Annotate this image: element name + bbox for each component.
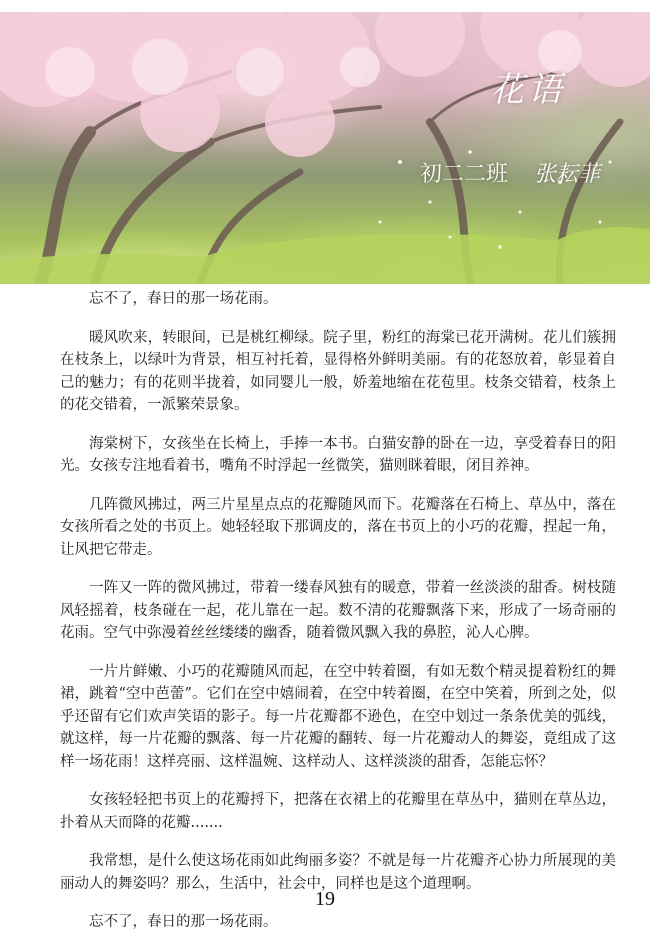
- page-number: 19: [315, 888, 335, 910]
- paragraph: 女孩轻轻把书页上的花瓣捋下，把落在衣裙上的花瓣里在草丛中，猫则在草丛边，扑着从天而降的花瓣.......: [60, 792, 616, 831]
- blossom-tree-illustration: [0, 12, 650, 284]
- paragraph: 一阵又一阵的微风拂过，带着一缕春风独有的暖意，带着一丝淡淡的甜香。树枝随风轻摇着，枝条碰在一起，花儿靠在一起。数不清的花瓣飘落下来，形成了一场奇丽的花雨。空气中弥漫着丝丝缕缕的幽香，随着微风飘入我的鼻腔，沁人心脾。: [60, 580, 616, 641]
- paragraph: 忘不了，春日的那一场花雨。: [89, 291, 278, 307]
- paragraph: 我常想，是什么使这场花雨如此绚丽多姿？不就是每一片花瓣齐心协力所展现的美丽动人的舞姿吗？那么，生活中，社会中，同样也是这个道理啊。: [60, 853, 616, 892]
- header-banner-image: [0, 12, 650, 284]
- paragraph: 几阵微风拂过，两三片星星点点的花瓣随风而下。花瓣落在石椅上、草丛中，落在女孩所看之处的书页上。她轻轻取下那调皮的，落在书页上的小巧的花瓣，捏起一角，让风把它带走。: [60, 496, 616, 558]
- article-body: [60, 288, 616, 950]
- paragraph: 暖风吹来，转眼间，已是桃红柳绿。院子里，粉红的海棠已花开满树。花儿们簇拥在枝条上，以绿叶为背景，相互衬托着，显得格外鲜明美丽。有的花怒放着，彰显着自己的魅力；有的花则半拢着，如同婴儿一般，娇羞地缩在花苞里。枝条交错着，枝条上的花交错着，一派繁荣景象。: [60, 329, 616, 413]
- class-name: 初二二班: [420, 162, 509, 187]
- paragraph: 忘不了，春日的那一场花雨。: [89, 914, 278, 930]
- paragraph: 一片片鲜嫩、小巧的花瓣随风而起，在空中转着圈，有如无数个精灵提着粉红的舞裙，跳着“空中芭蕾”。它们在空中嬉闹着，在空中转着圈，在空中笑着，所到之处，似乎还留有它们欢声笑语的影子。每一片花瓣都不逊色，在空中划过一条条优美的弧线，就这样，每一片花瓣的飘落、每一片花瓣的翻转、每一片花瓣动人的舞姿，竟组成了这样一场花雨！这样亮丽、这样温婉、这样动人、这样淡淡的甜香，怎能忘怀？: [60, 663, 616, 770]
- paragraph: 海棠树下，女孩坐在长椅上，手捧一本书。白猫安静的卧在一边，享受着春日的阳光。女孩专注地看着书，嘴角不时浮起一丝微笑，猫则眯着眼，闭目养神。: [60, 435, 616, 474]
- article-title: 花语: [490, 70, 566, 110]
- byline: [420, 157, 600, 188]
- author-name: 张耘菲: [534, 162, 601, 187]
